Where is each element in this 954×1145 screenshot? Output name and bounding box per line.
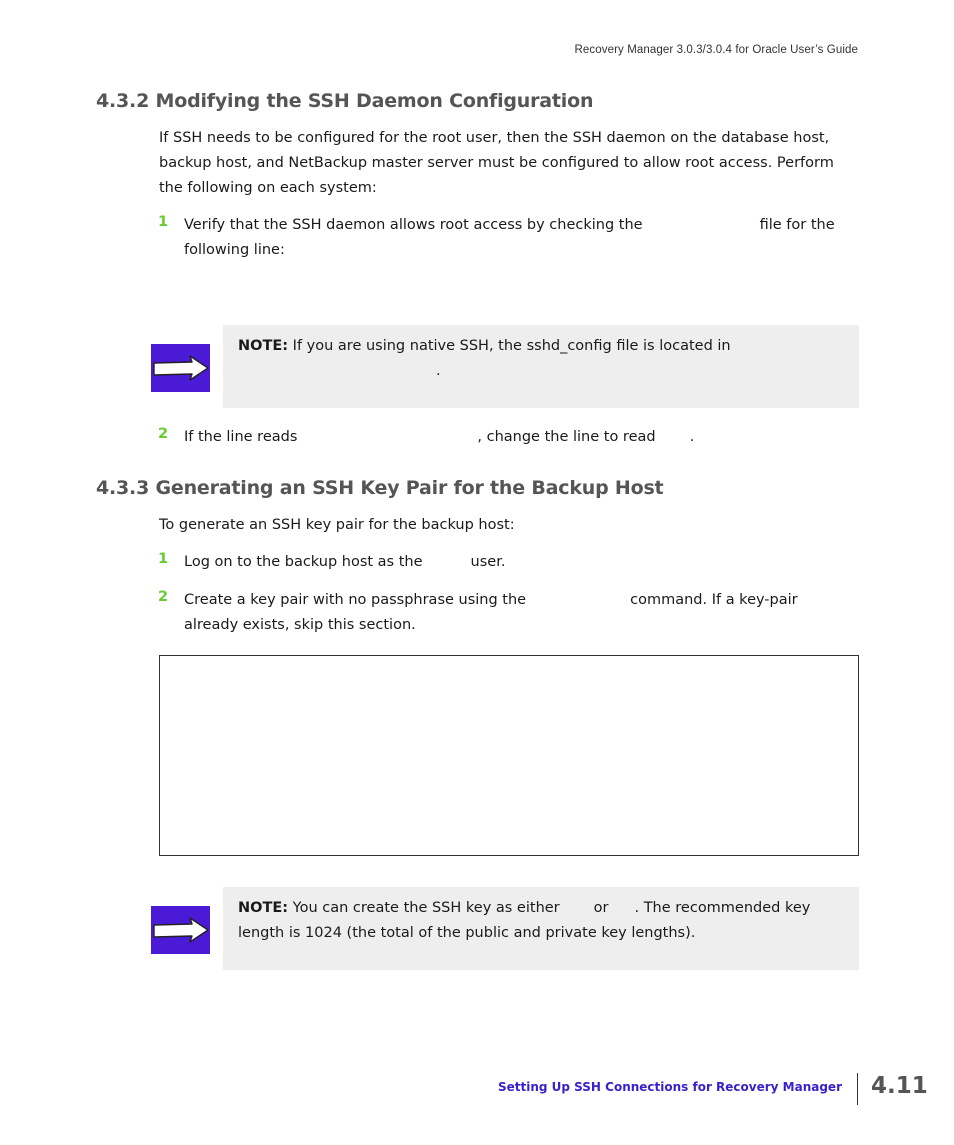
- note-label: NOTE:: [238, 338, 289, 354]
- note-box: [223, 325, 859, 408]
- arrow-right-icon-graphic: [151, 906, 210, 954]
- note-body: or: [593, 900, 609, 916]
- note-body: . The recommended key: [634, 900, 811, 916]
- step-text: [184, 588, 859, 638]
- step-text-part: file for the: [759, 217, 835, 233]
- step-text-part: following line:: [184, 242, 285, 258]
- page-number: 4.11: [871, 1073, 928, 1099]
- footer-divider: [857, 1073, 858, 1105]
- section-heading-4-3-2: 4.3.2 Modifying the SSH Daemon Configuration: [96, 90, 594, 112]
- note-body: If you are using native SSH, the sshd_config file is located in: [292, 338, 731, 354]
- step-text: [184, 550, 859, 575]
- step-number: 2: [158, 589, 169, 605]
- note-text: [238, 896, 848, 946]
- arrow-right-icon: [151, 344, 210, 392]
- footer-section-label: Setting Up SSH Connections for Recovery Manager: [497, 1080, 842, 1094]
- step-text: [184, 213, 859, 263]
- note-text: [238, 334, 848, 384]
- note-label: NOTE:: [238, 900, 289, 916]
- section-4-3-2-intro: If SSH needs to be configured for the root user, then the SSH daemon on the database host, backup host, and NetBackup master server must be configured to allow root access. Perform the following on each system:: [159, 130, 834, 196]
- arrow-right-icon-graphic: [151, 344, 210, 392]
- step-text-part: Create a key pair with no passphrase using the: [184, 592, 527, 608]
- section-4-3-3-intro: To generate an SSH key pair for the backup host:: [159, 517, 515, 533]
- step-text-part: , change the line to read: [477, 429, 656, 445]
- step-text-part: command. If a key-pair: [630, 592, 798, 608]
- step-text-part: already exists, skip this section.: [184, 617, 416, 633]
- step-text-part: Log on to the backup host as the: [184, 554, 423, 570]
- step-number: 1: [158, 551, 169, 567]
- step-text-part: .: [689, 429, 695, 445]
- note-body: length is 1024 (the total of the public and private key lengths).: [238, 925, 696, 941]
- step-text-part: If the line reads: [184, 429, 298, 445]
- code-example-box: [159, 655, 859, 856]
- running-header: Recovery Manager 3.0.3/3.0.4 for Oracle User’s Guide: [574, 44, 858, 56]
- step-text: [184, 425, 859, 450]
- step-number: 1: [158, 214, 169, 230]
- arrow-right-icon: [151, 906, 210, 954]
- step-number: 2: [158, 426, 169, 442]
- note-body: You can create the SSH key as either: [292, 900, 560, 916]
- step-text-part: user.: [470, 554, 506, 570]
- note-box: [223, 887, 859, 970]
- section-heading-4-3-3: 4.3.3 Generating an SSH Key Pair for the Backup Host: [96, 477, 664, 499]
- note-body-end: .: [436, 363, 441, 379]
- step-text-part: Verify that the SSH daemon allows root access by checking the: [184, 217, 643, 233]
